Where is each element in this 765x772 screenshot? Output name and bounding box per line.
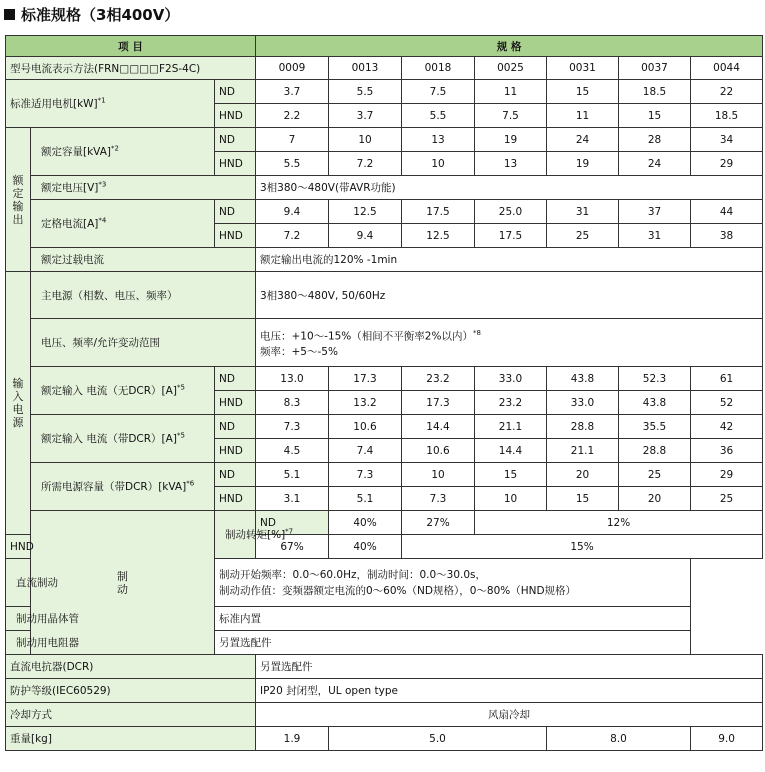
table-cell: 10 [402, 152, 475, 176]
table-cell: 42 [691, 415, 763, 439]
nd-label: ND [215, 80, 256, 104]
model-row [6, 57, 763, 80]
braking-group-label: 制动 [31, 511, 215, 655]
table-cell: 10 [402, 463, 475, 487]
output-overload-label: 额定过载电流 [31, 248, 256, 272]
protection-row [6, 679, 763, 703]
table-cell: 23.2 [402, 367, 475, 391]
cooling-label: 冷却方式 [6, 703, 256, 727]
table-cell: 20 [619, 487, 691, 511]
motor-label: 标准适用电机[kW]$^{*1}$ [6, 80, 215, 128]
nd-label: ND [215, 367, 256, 391]
table-cell: 21.1 [547, 439, 619, 463]
dcr-label: 直流电抗器(DCR) [6, 655, 256, 679]
braking-transistor-label: 制动用晶体管 [6, 607, 215, 631]
table-cell: 52.3 [619, 367, 691, 391]
table-cell: 19 [475, 128, 547, 152]
table-cell: 12% [475, 511, 763, 535]
nd-label: ND [215, 415, 256, 439]
table-cell: 18.5 [691, 104, 763, 128]
weight-row [6, 727, 763, 751]
table-cell: 31 [619, 224, 691, 248]
table-cell: 7.5 [402, 80, 475, 104]
table-cell: 29 [691, 152, 763, 176]
protection-label: 防护等级(IEC60529) [6, 679, 256, 703]
table-cell: 5.1 [329, 487, 402, 511]
input-range-label: 电压、频率/允许变动范围 [31, 319, 256, 367]
model-code: 0037 [619, 57, 691, 80]
output-voltage-row [6, 176, 763, 200]
model-code: 0018 [402, 57, 475, 80]
model-code: 0031 [547, 57, 619, 80]
braking-resistor-row [6, 631, 763, 655]
table-cell: 10.6 [402, 439, 475, 463]
table-cell: 9.0 [691, 727, 763, 751]
table-cell: 5.5 [402, 104, 475, 128]
table-cell: 14.4 [402, 415, 475, 439]
table-cell: 5.1 [256, 463, 329, 487]
page-title-text: 标准规格（3相400V） [21, 6, 180, 24]
table-cell: 36 [691, 439, 763, 463]
table-cell: 33.0 [547, 391, 619, 415]
table-cell: 5.0 [329, 727, 547, 751]
table-cell: 17.3 [329, 367, 402, 391]
table-cell: 27% [402, 511, 475, 535]
table-cell: 13 [475, 152, 547, 176]
page-title [4, 2, 179, 28]
table-cell: 29 [691, 463, 763, 487]
input-with-dcr-nd-row [6, 415, 763, 439]
table-cell: 61 [691, 367, 763, 391]
header-row [6, 36, 763, 57]
braking-transistor-row [6, 607, 763, 631]
input-capacity-label: 所需电源容量（带DCR）[kVA]$^{*6}$ [31, 463, 215, 511]
table-cell: 3.1 [256, 487, 329, 511]
table-cell: 8.0 [547, 727, 691, 751]
nd-label: ND [215, 463, 256, 487]
braking-transistor-value: 标准内置 [215, 607, 691, 631]
table-cell: 25 [547, 224, 619, 248]
table-cell: 4.5 [256, 439, 329, 463]
table-cell: 28 [619, 128, 691, 152]
table-cell: 22 [691, 80, 763, 104]
table-cell: 44 [691, 200, 763, 224]
table-cell: 23.2 [475, 391, 547, 415]
weight-label: 重量[kg] [6, 727, 256, 751]
table-cell: 7.2 [256, 224, 329, 248]
table-cell: 10 [329, 128, 402, 152]
table-cell: 43.8 [547, 367, 619, 391]
table-cell: 17.5 [402, 200, 475, 224]
braking-dc-label: 直流制动 [6, 559, 215, 607]
braking-torque-nd-row [6, 511, 763, 535]
table-cell: 8.3 [256, 391, 329, 415]
output-overload-value: 额定输出电流的120% -1min [256, 248, 763, 272]
output-voltage-value: 3相380～480V(带AVR功能) [256, 176, 763, 200]
output-overload-row [6, 248, 763, 272]
dcr-value: 另置选配件 [256, 655, 763, 679]
square-bullet-icon [4, 9, 15, 20]
spec-table [5, 35, 763, 751]
braking-dc-value: 制动开始频率：0.0～60.0Hz，制动时间：0.0～30.0s， 制动动作值：变频器额定电流的0～60%（ND规格），0～80%（HND规格） [215, 559, 691, 607]
table-cell: 15% [402, 535, 763, 559]
table-cell: 15 [547, 487, 619, 511]
table-cell: 3.7 [256, 80, 329, 104]
table-cell: 5.5 [329, 80, 402, 104]
cooling-value: 风扇冷却 [256, 703, 763, 727]
table-cell: 18.5 [619, 80, 691, 104]
model-code: 0025 [475, 57, 547, 80]
table-cell: 1.9 [256, 727, 329, 751]
table-cell: 52 [691, 391, 763, 415]
input-main-label: 主电源（相数、电压、频率） [31, 272, 256, 319]
input-group-label: 输入电源 [6, 272, 31, 535]
model-code: 0044 [691, 57, 763, 80]
table-cell: 17.5 [475, 224, 547, 248]
dcr-row [6, 655, 763, 679]
table-cell: 19 [547, 152, 619, 176]
table-cell: 31 [547, 200, 619, 224]
table-cell: 35.5 [619, 415, 691, 439]
table-cell: 37 [619, 200, 691, 224]
table-cell: 10 [475, 487, 547, 511]
table-cell: 7.4 [329, 439, 402, 463]
input-capacity-nd-row [6, 463, 763, 487]
hnd-label: HND [215, 439, 256, 463]
braking-torque-label: 制动转矩[%]$^{*7}$ [215, 511, 256, 559]
output-group-label: 额定输出 [6, 128, 31, 272]
table-cell: 7.3 [256, 415, 329, 439]
hnd-label: HND [215, 104, 256, 128]
input-range-row [6, 319, 763, 367]
table-cell: 13.0 [256, 367, 329, 391]
table-cell: 9.4 [256, 200, 329, 224]
output-current-label: 定格电流[A]$^{*4}$ [31, 200, 215, 248]
header-item: 项 目 [6, 36, 256, 57]
nd-label: ND [215, 200, 256, 224]
input-main-row [6, 272, 763, 319]
cooling-row [6, 703, 763, 727]
input-main-value: 3相380～480V, 50/60Hz [256, 272, 763, 319]
table-cell: 15 [547, 80, 619, 104]
table-cell: 28.8 [619, 439, 691, 463]
hnd-label: HND [215, 152, 256, 176]
braking-resistor-label: 制动用电阻器 [6, 631, 215, 655]
output-capacity-nd-row [6, 128, 763, 152]
nd-label: ND [215, 128, 256, 152]
table-cell: 7.3 [329, 463, 402, 487]
output-current-nd-row [6, 200, 763, 224]
table-cell: 10.6 [329, 415, 402, 439]
table-cell: 13 [402, 128, 475, 152]
table-cell: 25.0 [475, 200, 547, 224]
table-cell: 7 [256, 128, 329, 152]
table-cell: 20 [547, 463, 619, 487]
table-cell: 40% [329, 511, 402, 535]
table-cell: 17.3 [402, 391, 475, 415]
table-cell: 2.2 [256, 104, 329, 128]
header-spec: 规 格 [256, 36, 763, 57]
table-cell: 28.8 [547, 415, 619, 439]
braking-resistor-value: 另置选配件 [215, 631, 691, 655]
hnd-label: HND [215, 487, 256, 511]
table-cell: 14.4 [475, 439, 547, 463]
table-cell: 15 [475, 463, 547, 487]
motor-nd-row [6, 80, 763, 104]
output-voltage-label: 额定电压[V]$^{*3}$ [31, 176, 256, 200]
hnd-label: HND [215, 391, 256, 415]
table-cell: 12.5 [329, 200, 402, 224]
input-no-dcr-label: 额定输入 电流（无DCR）[A]$^{*5}$ [31, 367, 215, 415]
table-cell: 25 [619, 463, 691, 487]
table-cell: 7.2 [329, 152, 402, 176]
input-range-value: 电压：+10～-15%（相间不平衡率2%以内）$^{*8}$ 频率：+5～-5% [256, 319, 763, 367]
table-cell: 24 [619, 152, 691, 176]
hnd-label: HND [6, 535, 31, 559]
table-cell: 13.2 [329, 391, 402, 415]
table-cell: 5.5 [256, 152, 329, 176]
table-cell: 9.4 [329, 224, 402, 248]
protection-value: IP20 封闭型，UL open type [256, 679, 763, 703]
table-cell: 11 [547, 104, 619, 128]
table-cell: 34 [691, 128, 763, 152]
table-cell: 21.1 [475, 415, 547, 439]
table-cell: 67% [256, 535, 329, 559]
table-cell: 43.8 [619, 391, 691, 415]
table-cell: 15 [619, 104, 691, 128]
hnd-label: HND [215, 224, 256, 248]
table-cell: 33.0 [475, 367, 547, 391]
table-cell: 40% [329, 535, 402, 559]
model-code: 0013 [329, 57, 402, 80]
table-cell: 38 [691, 224, 763, 248]
table-cell: 25 [691, 487, 763, 511]
model-code: 0009 [256, 57, 329, 80]
table-cell: 3.7 [329, 104, 402, 128]
table-cell: 12.5 [402, 224, 475, 248]
table-cell: 11 [475, 80, 547, 104]
table-cell: 24 [547, 128, 619, 152]
table-cell: 7.3 [402, 487, 475, 511]
model-label: 型号电流表示方法(FRN□□□□F2S-4C) [6, 57, 256, 80]
table-cell: 7.5 [475, 104, 547, 128]
nd-label: ND [256, 511, 329, 535]
input-with-dcr-label: 额定输入 电流（带DCR）[A]$^{*5}$ [31, 415, 215, 463]
output-capacity-label: 额定容量[kVA]$^{*2}$ [31, 128, 215, 176]
input-no-dcr-nd-row [6, 367, 763, 391]
